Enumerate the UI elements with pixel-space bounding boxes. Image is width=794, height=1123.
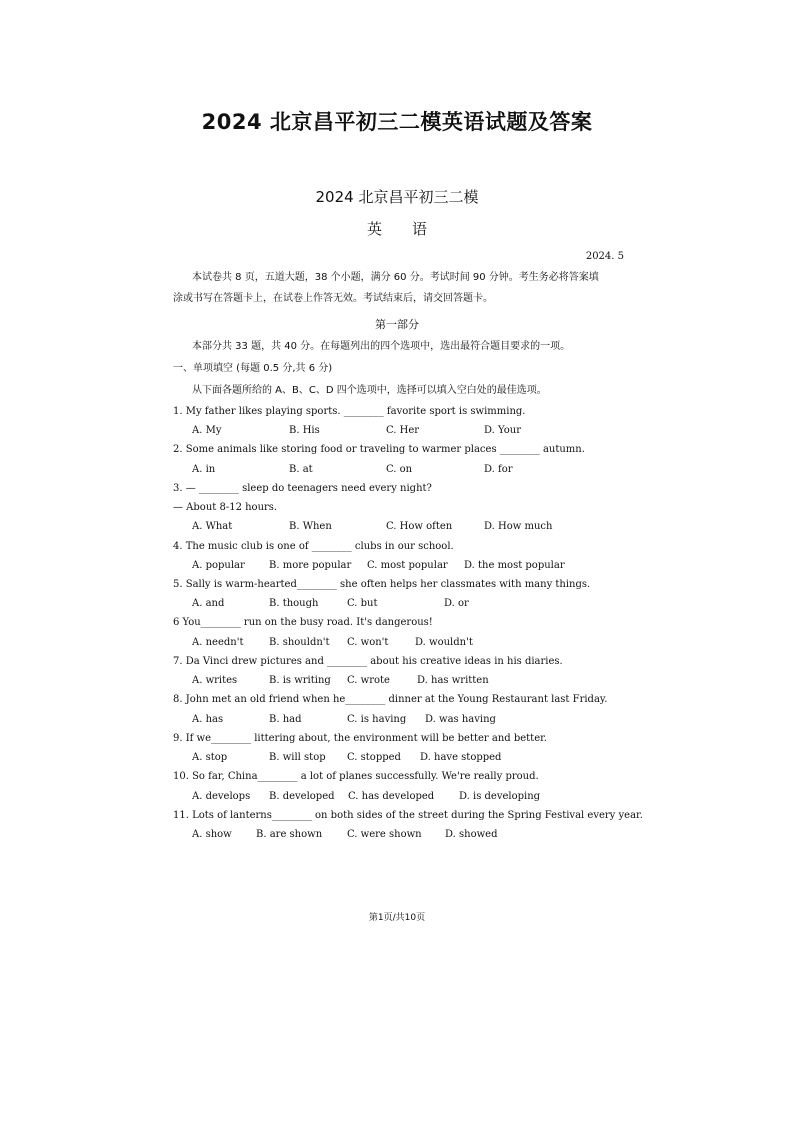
option-a: A. popular bbox=[192, 560, 245, 571]
option-b: B. at bbox=[289, 464, 313, 475]
option-c: C. were shown bbox=[347, 829, 422, 840]
option-d: D. How much bbox=[484, 521, 553, 532]
document-title: 2024 北京昌平初三二模英语试题及答案 bbox=[201, 110, 593, 134]
question-stem: 3. — ________ sleep do teenagers need every night? bbox=[173, 483, 432, 494]
question-stem-answer: — About 8-12 hours. bbox=[173, 502, 278, 513]
option-a: A. and bbox=[192, 598, 225, 609]
question-options bbox=[192, 675, 612, 687]
part-description: 本部分共 33 题，共 40 分。在每题列出的四个选项中，选出最符合题目要求的一项。 bbox=[192, 341, 571, 352]
question-stem: 11. Lots of lanterns________ on both sides of the street during the Spring Festival every year. bbox=[173, 810, 643, 821]
question-options bbox=[192, 425, 612, 437]
instructions-line-1: 本试卷共 8 页，五道大题，38 个小题，满分 60 分。考试时间 90 分钟。考生务必将答案填 bbox=[192, 272, 599, 283]
option-c: C. How often bbox=[386, 521, 453, 532]
question-stem: 1. My father likes playing sports. ________ favorite sport is swimming. bbox=[173, 406, 526, 417]
question-options bbox=[192, 714, 612, 726]
option-b: B. When bbox=[289, 521, 332, 532]
option-b: B. is writing bbox=[269, 675, 331, 686]
option-b: B. are shown bbox=[256, 829, 323, 840]
option-a: A. What bbox=[192, 521, 233, 532]
question-stem: 5. Sally is warm-hearted________ she often helps her classmates with many things. bbox=[173, 579, 591, 590]
question-options bbox=[192, 560, 612, 572]
part-title: 第一部分 bbox=[375, 318, 419, 331]
question-stem: 2. Some animals like storing food or traveling to warmer places ________ autumn. bbox=[173, 444, 585, 455]
option-d: D. showed bbox=[445, 829, 498, 840]
option-b: B. shouldn't bbox=[269, 637, 330, 648]
option-b: B. more popular bbox=[269, 560, 352, 571]
exam-date: 2024. 5 bbox=[585, 251, 624, 262]
question-stem: 10. So far, China________ a lot of planes successfully. We're really proud. bbox=[173, 771, 539, 782]
question-options bbox=[192, 598, 612, 610]
page-number: 第1页/共10页 bbox=[368, 913, 426, 923]
option-c: C. is having bbox=[347, 714, 407, 725]
option-b: B. developed bbox=[269, 791, 335, 802]
option-d: D. wouldn't bbox=[415, 637, 473, 648]
option-b: B. will stop bbox=[269, 752, 326, 763]
question-options bbox=[192, 637, 612, 649]
option-a: A. show bbox=[192, 829, 232, 840]
option-d: D. the most popular bbox=[464, 560, 565, 571]
option-c: C. most popular bbox=[367, 560, 448, 571]
option-b: B. though bbox=[269, 598, 319, 609]
option-d: D. was having bbox=[425, 714, 496, 725]
option-c: C. has developed bbox=[348, 791, 435, 802]
exam-subject: 英语 bbox=[366, 220, 457, 238]
instructions-line-2: 涂或书写在答题卡上，在试卷上作答无效。考试结束后，请交回答题卡。 bbox=[173, 293, 493, 304]
exam-subtitle: 2024 北京昌平初三二模 bbox=[315, 188, 479, 206]
question-stem: 9. If we________ littering about, the environment will be better and better. bbox=[173, 733, 547, 744]
option-d: D. has written bbox=[417, 675, 489, 686]
section-title: 一、单项填空 (每题 0.5 分,共 6 分) bbox=[173, 363, 333, 374]
option-a: A. writes bbox=[192, 675, 238, 686]
option-c: C. won't bbox=[347, 637, 389, 648]
question-stem: 8. John met an old friend when he________ dinner at the Young Restaurant last Friday. bbox=[173, 694, 608, 705]
option-a: A. My bbox=[192, 425, 222, 436]
question-options bbox=[192, 521, 612, 533]
question-stem: 4. The music club is one of ________ clubs in our school. bbox=[173, 541, 454, 552]
option-b: B. had bbox=[269, 714, 302, 725]
option-a: A. in bbox=[192, 464, 216, 475]
option-d: D. or bbox=[444, 598, 469, 609]
question-options bbox=[192, 464, 612, 476]
question-stem: 6 You________ run on the busy road. It's dangerous! bbox=[173, 617, 433, 628]
option-c: C. on bbox=[386, 464, 413, 475]
option-a: A. develops bbox=[192, 791, 251, 802]
question-stem: 7. Da Vinci drew pictures and ________ about his creative ideas in his diaries. bbox=[173, 656, 563, 667]
option-d: D. is developing bbox=[459, 791, 541, 802]
option-a: A. stop bbox=[192, 752, 228, 763]
option-c: C. wrote bbox=[347, 675, 390, 686]
option-d: D. Your bbox=[484, 425, 521, 436]
section-instructions: 从下面各题所给的 A、B、C、D 四个选项中，选择可以填入空白处的最佳选项。 bbox=[192, 385, 547, 396]
option-d: D. for bbox=[484, 464, 513, 475]
option-b: B. His bbox=[289, 425, 320, 436]
option-c: C. but bbox=[347, 598, 378, 609]
question-options bbox=[192, 791, 612, 803]
question-options bbox=[192, 752, 612, 764]
option-c: C. stopped bbox=[347, 752, 401, 763]
question-options bbox=[192, 829, 612, 841]
option-a: A. has bbox=[192, 714, 224, 725]
option-a: A. needn't bbox=[192, 637, 244, 648]
option-c: C. Her bbox=[386, 425, 420, 436]
option-d: D. have stopped bbox=[420, 752, 502, 763]
